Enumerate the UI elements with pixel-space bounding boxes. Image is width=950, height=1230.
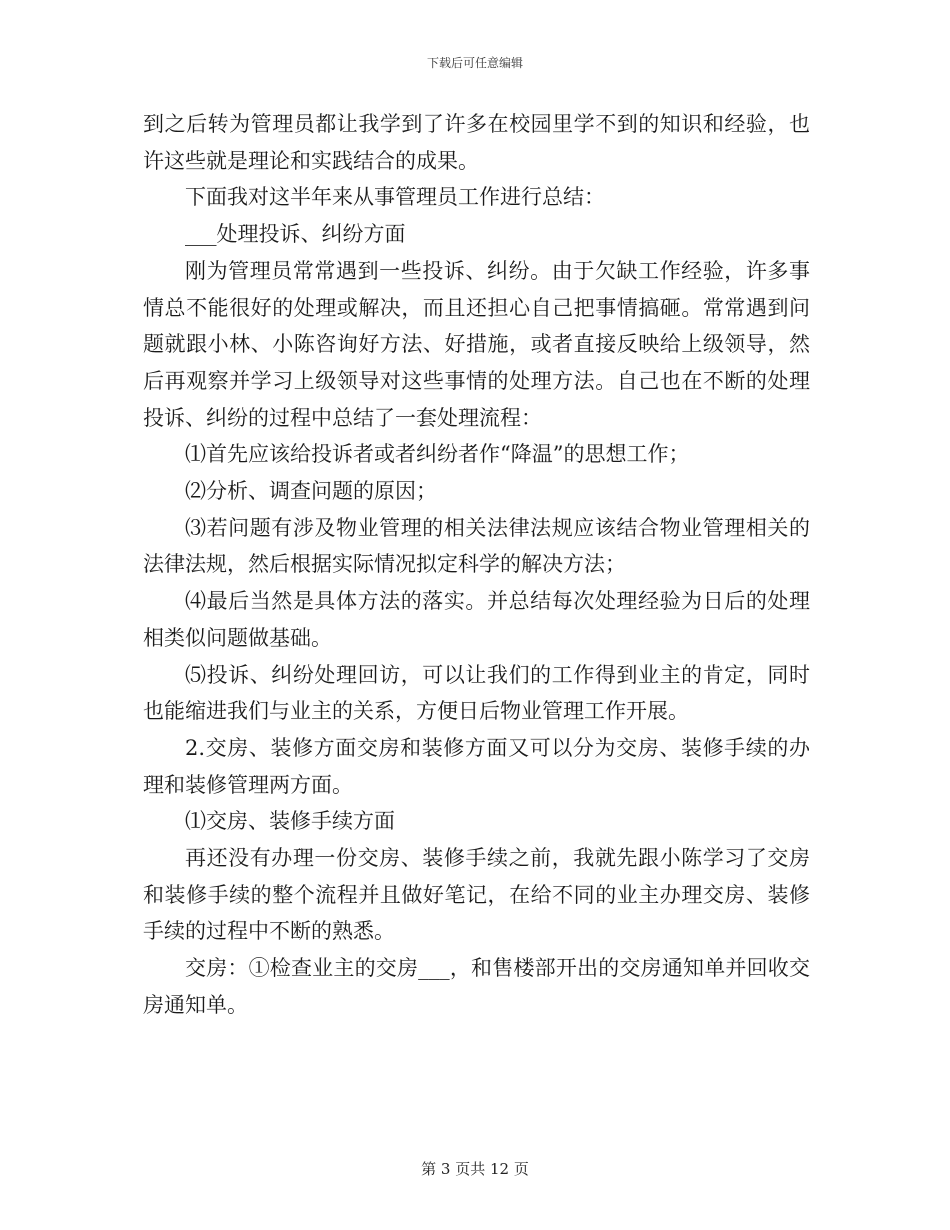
- list-item-4: ⑷最后当然是具体方法的落实。并总结每次处理经验为日后的处理相类似问题做基础。: [143, 589, 810, 650]
- section-heading-complaints: ___处理投诉、纠纷方面: [185, 222, 406, 247]
- page-header: 下载后可任意编辑: [426, 56, 523, 70]
- page-footer: 第 3 页共 12 页: [421, 1160, 529, 1178]
- paragraph-2: 下面我对这半年来从事管理员工作进行总结：: [185, 185, 605, 210]
- list-item-2: ⑵分析、调查问题的原因；: [185, 479, 437, 504]
- paragraph-13: 交房：①检查业主的交房___，和售楼部开出的交房通知单并回收交房通知单。: [143, 956, 810, 1017]
- paragraph-1: 到之后转为管理员都让我学到了许多在校园里学不到的知识和经验，也许这些就是理论和实践结合的成果。: [143, 112, 810, 173]
- document-body: [143, 106, 810, 1024]
- list-item-5: ⑸投诉、纠纷处理回访，可以让我们的工作得到业主的肯定，同时也能缩进我们与业主的关系，方便日后物业管理工作开展。: [143, 662, 810, 724]
- section-heading-handover: 2.交房、装修方面交房和装修方面又可以分为交房、装修手续的办理和装修管理两方面。: [143, 735, 810, 797]
- subsection-heading-procedures: ⑴交房、装修手续方面: [185, 809, 395, 834]
- paragraph-4: 刚为管理员常常遇到一些投诉、纠纷。由于欠缺工作经验，许多事情总不能很好的处理或解决，而且还担心自己把事情搞砸。常常遇到问题就跟小林、小陈咨询好方法、好措施，或者直接反映给上级领导，然后再观察并学习上级领导对这些事情的处理方法。自己也在不断的处理投诉、纠纷的过程中总结了一套处理流程：: [143, 258, 810, 430]
- paragraph-12: 再还没有办理一份交房、装修手续之前，我就先跟小陈学习了交房和装修手续的整个流程并且做好笔记，在给不同的业主办理交房、装修手续的过程中不断的熟悉。: [143, 846, 810, 944]
- list-item-3: ⑶若问题有涉及物业管理的相关法律法规应该结合物业管理相关的法律法规，然后根据实际情况拟定科学的解决方法；: [143, 515, 810, 577]
- list-item-1: ⑴首先应该给投诉者或者纠纷者作“降温”的思想工作；: [185, 442, 690, 467]
